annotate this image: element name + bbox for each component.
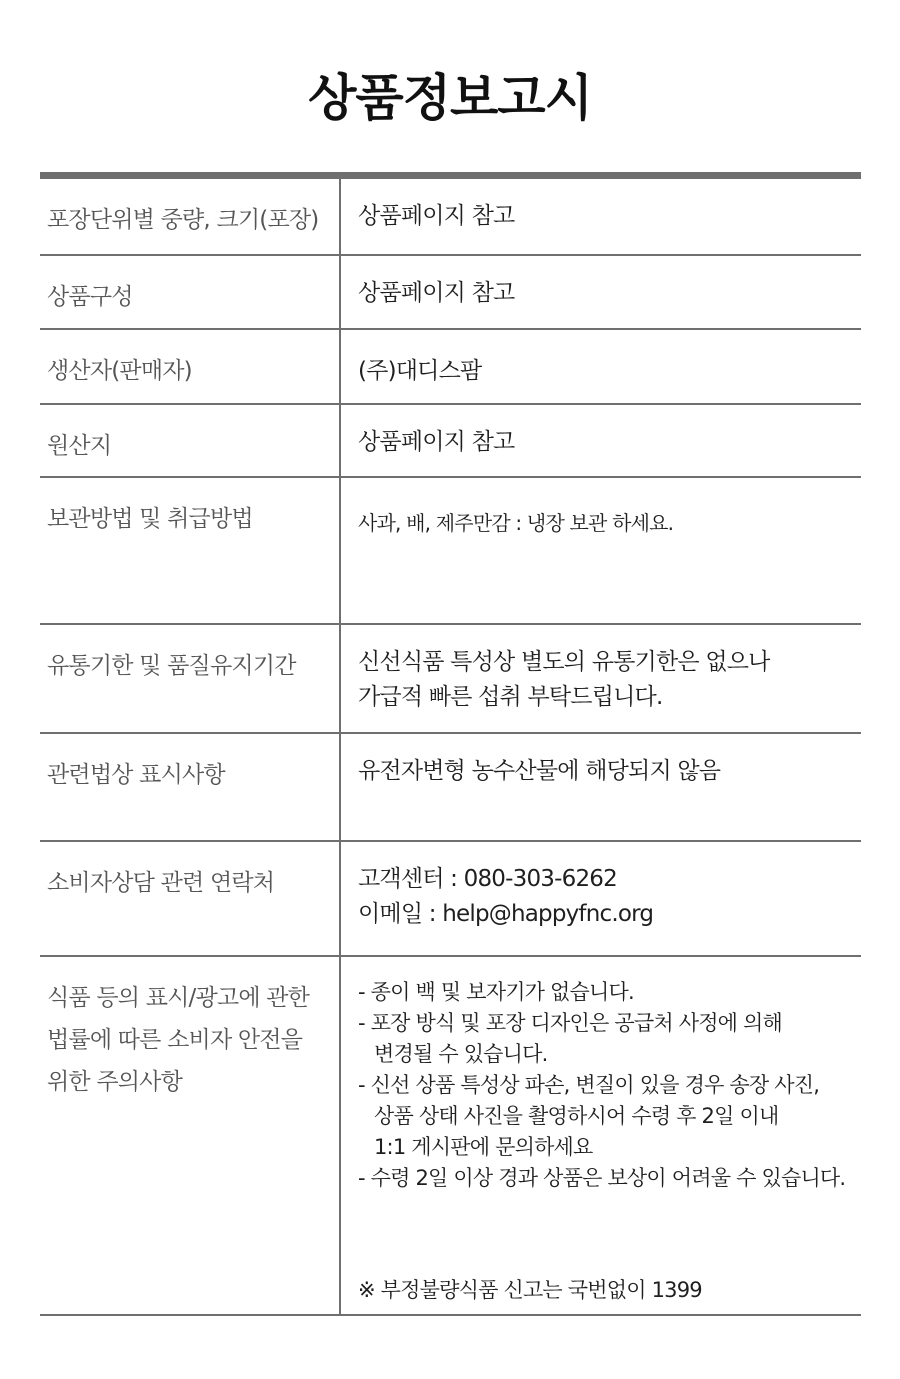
row-label (40, 957, 341, 1314)
note-line: 1:1 게시판에 문의하세요 (374, 1135, 593, 1159)
table-row (40, 330, 861, 405)
row-label: 소비자상담 관련 연락처 (40, 842, 341, 955)
label-line: 위한 주의사항 (47, 1069, 183, 1095)
table-row (40, 957, 861, 1316)
table-row (40, 478, 861, 625)
row-label: 상품구성 (40, 256, 341, 328)
row-value: 사과, 배, 제주만감 : 냉장 보관 하세요. (358, 511, 674, 535)
row-value: (주)대디스팜 (358, 358, 482, 384)
row-value (341, 842, 861, 955)
table-row (40, 256, 861, 330)
note-line: 변경될 수 있습니다. (374, 1042, 548, 1066)
caution-notes (341, 957, 861, 1314)
email-line: 이메일 : help@happyfnc.org (358, 901, 654, 927)
row-value (341, 625, 861, 732)
note-line: - 신선 상품 특성상 파손, 변질이 있을 경우 송장 사진, (358, 1073, 820, 1097)
page-title: 상품정보고시 (308, 69, 592, 127)
row-label: 보관방법 및 취급방법 (40, 478, 341, 623)
value-line: 신선식품 특성상 별도의 유통기한은 없으나 (358, 649, 770, 675)
table-row (40, 405, 861, 478)
note-line: 상품 상태 사진을 촬영하시어 수령 후 2일 이내 (374, 1104, 779, 1128)
row-label: 유통기한 및 품질유지기간 (40, 625, 341, 732)
value-line: 가급적 빠른 섭취 부탁드립니다. (358, 684, 663, 710)
note-line: - 포장 방식 및 포장 디자인은 공급처 사정에 의해 (358, 1011, 783, 1035)
row-value: 상품페이지 참고 (358, 280, 515, 306)
report-footnote: ※ 부정불량식품 신고는 국번없이 1399 (358, 1278, 702, 1302)
table-row (40, 625, 861, 734)
note-line: - 수령 2일 이상 경과 상품은 보상이 어려울 수 있습니다. (358, 1166, 846, 1190)
row-label: 포장단위별 중량, 크기(포장) (40, 179, 341, 254)
row-label: 생산자(판매자) (40, 330, 341, 403)
table-row (40, 734, 861, 842)
row-value: 상품페이지 참고 (358, 203, 515, 229)
table-row (40, 179, 861, 256)
label-line: 법률에 따른 소비자 안전을 (47, 1027, 303, 1053)
phone-line: 고객센터 : 080-303-6262 (358, 866, 617, 892)
product-info-table (40, 172, 861, 1316)
note-line: - 종이 백 및 보자기가 없습니다. (358, 980, 634, 1004)
row-label: 관련법상 표시사항 (40, 734, 341, 840)
table-row (40, 842, 861, 957)
row-label: 원산지 (40, 405, 341, 476)
row-value: 유전자변형 농수산물에 해당되지 않음 (358, 758, 721, 784)
row-value: 상품페이지 참고 (358, 429, 515, 455)
label-line: 식품 등의 표시/광고에 관한 (47, 985, 310, 1011)
